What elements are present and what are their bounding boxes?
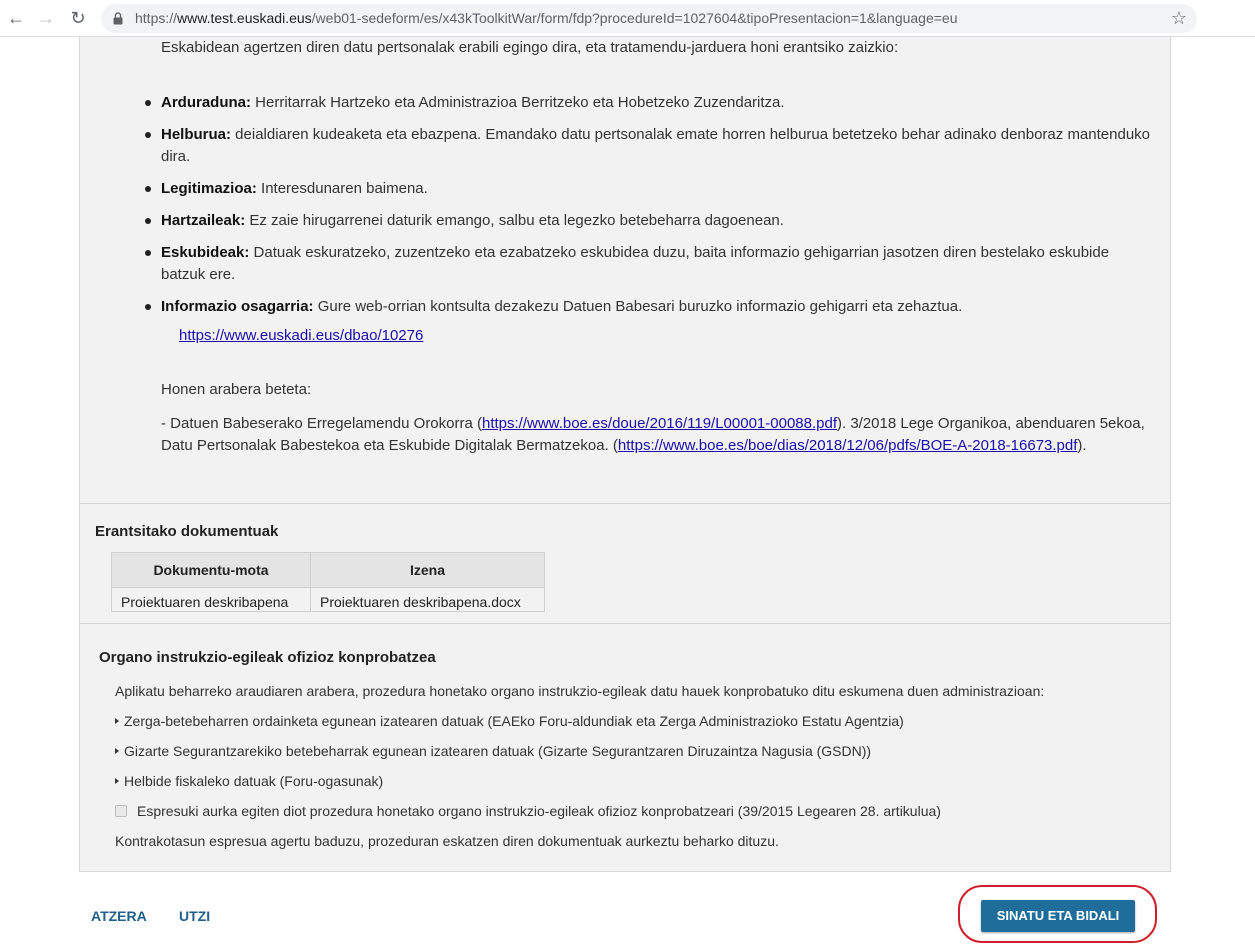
organo-title: Organo instrukzio-egileak ofizioz konprobatzea <box>99 649 436 666</box>
document-name-cell: Proiektuaren deskribapena.docx <box>311 588 545 612</box>
privacy-intro: Eskabidean agertzen diren datu pertsonalak erabili egingo dira, eta tratamendu-jarduera honi erantsiko zaizkio: <box>161 39 899 56</box>
privacy-item-arduraduna: Arduraduna: Herritarrak Hartzeko eta Administrazioa Berritzeko eta Hobetzeko Zuzendaritza. <box>143 92 1153 114</box>
browser-toolbar <box>0 0 1255 37</box>
document-type-cell: Proiektuaren deskribapena <box>112 588 311 612</box>
triangle-bullet-icon <box>115 718 119 724</box>
reload-icon[interactable]: ↻ <box>70 8 86 28</box>
column-header-name: Izena <box>311 553 545 588</box>
lock-icon <box>113 12 123 25</box>
sign-and-send-button[interactable]: SINATU ETA BIDALI <box>981 900 1135 932</box>
list-item: Zerga-betebeharren ordainketa egunean izatearen datuak (EAEko Foru-aldundiak eta Zerga Administrazioko Estatu Agentzia) <box>115 713 904 729</box>
back-button[interactable]: ATZERA <box>91 908 147 924</box>
attached-documents-table <box>111 552 545 612</box>
list-item: Gizarte Segurantzarekiko betebeharrak egunean izatearen datuak (Gizarte Segurantzaren Diruzaintza Nagusia (GSDN)) <box>115 743 871 759</box>
arabera-label: Honen arabera beteta: <box>161 381 312 398</box>
boe-a-2018-link[interactable]: https://www.boe.es/boe/dias/2018/12/06/pdfs/BOE-A-2018-16673.pdf <box>617 437 1078 454</box>
dbao-link[interactable]: https://www.euskadi.eus/dbao/10276 <box>179 327 424 344</box>
gdpr-text: - Datuen Babeserako Erregelamendu Orokorra (https://www.boe.es/doue/2016/119/L00001-00088.pdf). 3/2018 Lege Organikoa, abenduaren 5ekoa, Datu Pertsonalak Babestekoa eta Eskubide Digitalak Bermatzekoa. (https://www.boe.es/boe/dias/2018/12/06/pdfs/BOE-A-2018-16673.pdf). <box>161 415 1145 454</box>
opposition-checkbox-label[interactable]: Espresuki aurka egiten diot prozedura honetako organo instrukzio-egileak ofizioz konprobatzeari (39/2015 Legearen 28. artikulua) <box>137 803 941 819</box>
privacy-item-informazio-osagarria: Informazio osagarria: Gure web-orrian kontsulta dezakezu Datuen Babesari buruzko informazio gehigarri eta zehaztua. <box>143 296 1153 318</box>
form-panel <box>79 37 1171 872</box>
privacy-item-helburua: Helburua: deialdiaren kudeaketa eta ebazpena. Emandako datu pertsonalak emate horren helburua betetzeko behar adinako denboraz mantenduko dira. <box>143 124 1153 168</box>
divider <box>80 623 1170 624</box>
opposition-checkbox[interactable] <box>115 805 127 817</box>
triangle-bullet-icon <box>115 778 119 784</box>
privacy-item-hartzaileak: Hartzaileak: Ez zaie hirugarrenei daturik emango, salbu eta legezko betebeharra dagoenean. <box>143 210 1153 232</box>
back-arrow-icon[interactable]: ← <box>7 8 25 28</box>
triangle-bullet-icon <box>115 748 119 754</box>
divider <box>80 503 1170 504</box>
opposition-note: Kontrakotasun espresua agertu baduzu, prozeduran eskatzen diren dokumentuak aurkeztu beharko dituzu. <box>115 833 779 849</box>
forward-arrow-icon[interactable]: → <box>37 8 55 28</box>
address-bar[interactable] <box>101 4 1197 33</box>
privacy-item-legitimazioa: Legitimazioa: Interesdunaren baimena. <box>143 178 1153 200</box>
bookmark-star-icon[interactable]: ☆ <box>1170 8 1187 28</box>
privacy-list <box>143 92 1153 328</box>
organo-intro: Aplikatu beharreko araudiaren arabera, prozedura honetako organo instrukzio-egileak datu hauek konprobatuko ditu eskumena duen administrazioan: <box>115 683 1045 699</box>
privacy-item-eskubideak: Eskubideak: Datuak eskuratzeko, zuzentzeko eta ezabatzeko eskubidea duzu, baita informazio gehigarrian jasotzen diren bestelako eskubide batzuk ere. <box>143 242 1153 286</box>
boe-doue-link[interactable]: https://www.boe.es/doue/2016/119/L00001-00088.pdf <box>482 415 837 432</box>
attached-documents-title: Erantsitako dokumentuak <box>95 523 279 540</box>
opposition-checkbox-row <box>115 803 941 819</box>
url-text: https://www.test.euskadi.eus/web01-sedeform/es/x43kToolkitWar/form/fdp?procedureId=1027604&tipoPresentacion=1&language=eu <box>135 10 958 26</box>
cancel-button[interactable]: UTZI <box>179 908 211 924</box>
list-item: Helbide fiskaleko datuak (Foru-ogasunak) <box>115 773 383 789</box>
table-row <box>112 588 545 612</box>
column-header-document-type: Dokumentu-mota <box>112 553 311 588</box>
